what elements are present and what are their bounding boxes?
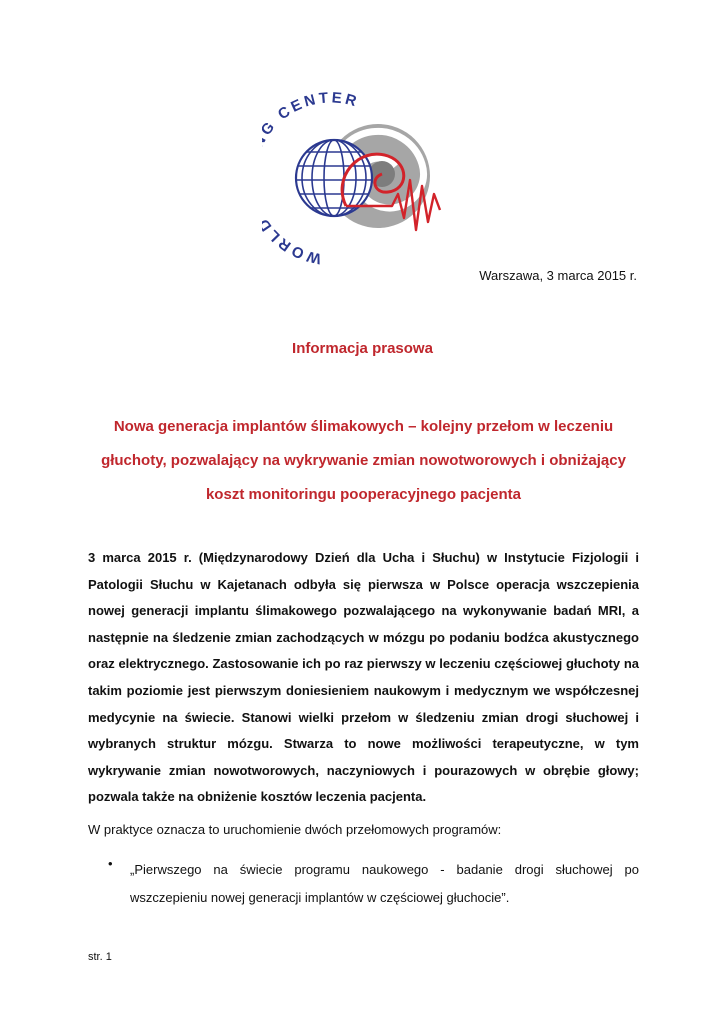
headline <box>88 410 639 512</box>
page-number: str. 1 <box>88 951 112 963</box>
headline-line: Nowa generacja implantów ślimakowych – kolejny przełom w leczeniu <box>113 418 614 435</box>
intro-paragraph: W praktyce oznacza to uruchomienie dwóch przełomowych programów: <box>88 822 502 837</box>
world-hearing-center-logo <box>262 82 458 270</box>
bullet-item: „Pierwszego na świecie programu naukowego - badanie drogi słuchowej po wszczepieniu nowej generacji implantów w częściowej głuchocie”. <box>130 862 639 905</box>
bullet-marker: • <box>108 856 113 871</box>
headline-line: głuchoty, pozwalający na wykrywanie zmian nowotworowych i obniżający <box>101 452 626 469</box>
logo-emblem <box>262 82 458 270</box>
headline-line: koszt monitoringu pooperacyjnego pacjenta <box>205 486 522 503</box>
date-line: Warszawa, 3 marca 2015 r. <box>479 268 637 283</box>
logo-text: WORL CENTER <box>262 89 362 268</box>
lead-paragraph: 3 marca 2015 r. (Międzynarodowy Dzień dla Ucha i Słuchu) w Instytucie Fizjologii i Patologii Słuchu w Kajetanach odbyła się pierwsza w Polsce operacja wszczepienia nowej generacji implantu ślimakowego pozwalającego na wykonywanie badań MRI, a następnie na śledzenie zmian zachodzących w mózgu po podaniu bodźca akustycznego oraz elektrycznego. Zastosowanie ich po raz pierwszy w leczeniu częściowej głuchoty na takim poziomie jest pierwszym doniesieniem naukowym i medycznym we współczesnej medycynie na świecie. Stanowi wielki przełom w śledzeniu zmian drogi słuchowej i wybranych struktur mózgu. Stwarza to nowe możliwości terapeutyczne, w tym wykrywanie zmian nowotworowych, naczyniowych i pourazowych w obrębie głowy; pozwala także na obniżenie kosztów leczenia pacjenta. <box>88 550 639 805</box>
document-kind-title: Informacja prasowa <box>292 340 433 357</box>
